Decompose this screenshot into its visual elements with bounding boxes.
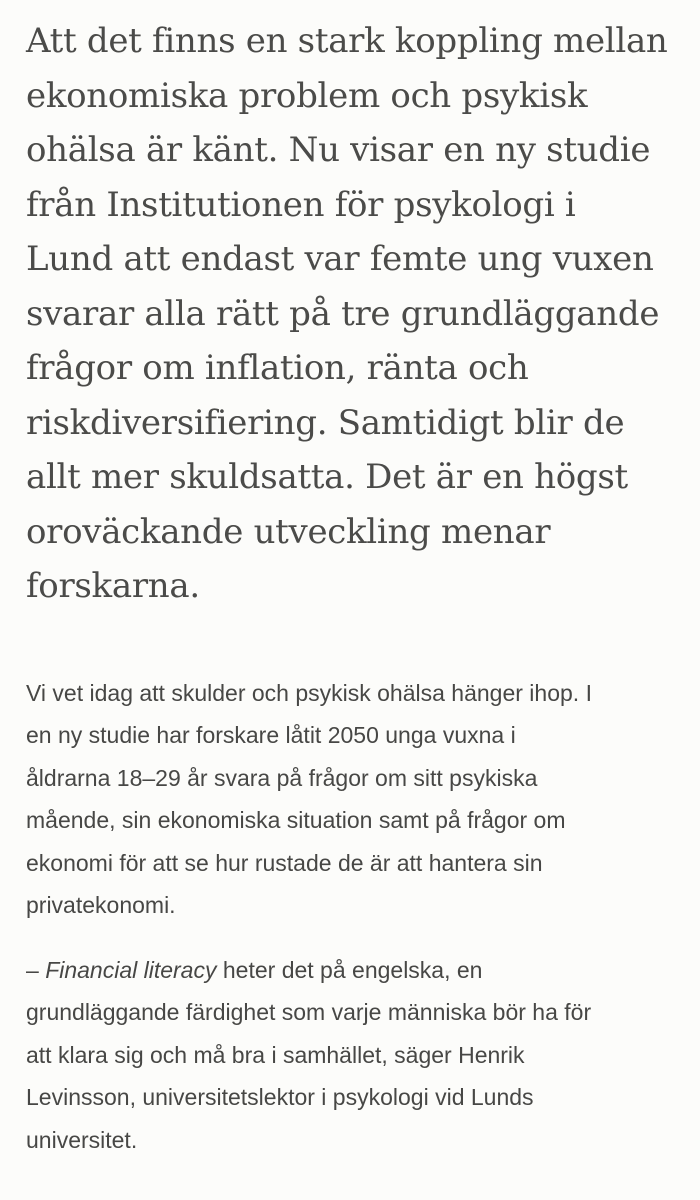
paragraph-line: Vi vet idag att skulder och psykisk ohälsa hänger ihop. I — [26, 679, 592, 706]
paragraph-line — [26, 949, 686, 992]
paragraph-line: ekonomi för att se hur rustade de är att hantera sin — [26, 849, 543, 876]
paragraph-line: åldrarna 18–29 år svara på frågor om sitt psykiska — [26, 764, 538, 791]
lead-line: Lund att endast var femte ung vuxen — [26, 239, 654, 279]
lead-line: från Institutionen för psykologi i — [26, 184, 576, 225]
lead-line: riskdiversifiering. Samtidigt blir de — [26, 402, 625, 443]
italic-term: Financial literacy — [45, 956, 217, 983]
lead-line: frågor om inflation, ränta och — [26, 348, 529, 388]
lead-line: oroväckande utveckling menar — [26, 511, 551, 552]
article-body — [26, 0, 686, 1161]
lead-line: Att det finns en stark koppling mellan — [26, 21, 668, 61]
paragraph-line: universitet. — [26, 1126, 138, 1153]
body-paragraph-1 — [26, 672, 686, 927]
paragraph-line: privatekonomi. — [26, 892, 176, 918]
lead-line: svarar alla rätt på tre grundläggande — [26, 293, 660, 334]
paragraph-line: grundläggande färdighet som varje människa bör ha för — [26, 999, 592, 1025]
lead-line: ekonomiska problem och psykisk — [26, 75, 588, 116]
lead-line: allt mer skuldsatta. Det är en högst — [26, 457, 628, 497]
first-line-rest: heter det på engelska, en — [216, 956, 483, 983]
paragraph-line: en ny studie har forskare låtit 2050 unga vuxna i — [26, 722, 516, 748]
paragraph-line: att klara sig och må bra i samhället, säger Henrik — [26, 1041, 525, 1068]
lead-line: ohälsa är känt. Nu visar en ny studie — [26, 130, 651, 170]
lead-line: forskarna. — [26, 566, 200, 606]
article-lead — [26, 14, 686, 614]
paragraph-line: mående, sin ekonomiska situation samt på frågor om — [26, 807, 566, 833]
body-paragraph-2 — [26, 949, 686, 1162]
paragraph-line: Levinsson, universitetslektor i psykologi vid Lunds — [26, 1084, 534, 1110]
quote-dash: – — [26, 956, 46, 983]
